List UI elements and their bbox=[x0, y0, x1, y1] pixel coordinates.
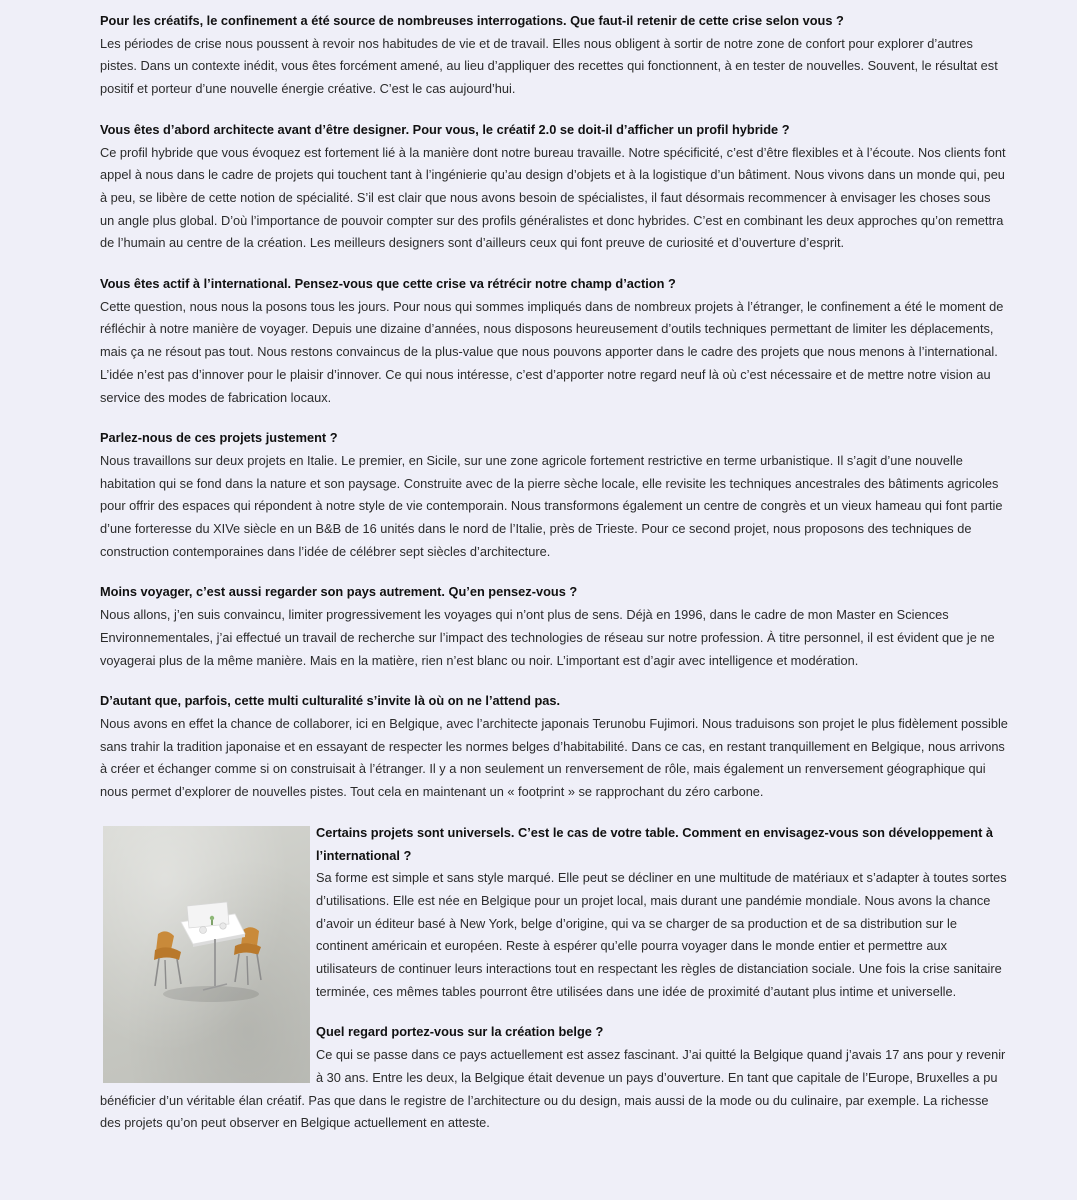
table-photo bbox=[103, 826, 310, 1083]
qa-section bbox=[100, 273, 1008, 409]
answer: Les périodes de crise nous poussent à revoir nos habitudes de vie et de travail. Elles nous obligent à sortir de notre zone de confort pour explorer d’autres pistes. Dans un contexte inédit, vous êtes forcément amené, au lieu d’appliquer des recettes qui fonctionnent, à en tester de nouvelles. Souvent, le résultat est positif et porteur d’une nouvelle énergie créative. C’est le cas aujourd’hui. bbox=[100, 35, 998, 97]
question: Certains projets sont universels. C’est le cas de votre table. Comment en envisagez-vous son développement à l’international ? bbox=[316, 824, 994, 863]
answer: Nous allons, j’en suis convaincu, limiter progressivement les voyages qui n’ont plus de sens. Déjà en 1996, dans le cadre de mon Master en Sciences Environnementales, j’ai effectué un travail de recherche sur l’impact des technologies de réseau sur notre profession. À titre personnel, il est évident que je ne voyagerai plus de la même manière. Mais en la matière, rien n’est blanc ou noir. L’important est d’agir avec intelligence et modération. bbox=[100, 607, 995, 668]
answer: Cette question, nous nous la posons tous les jours. Pour nous qui sommes impliqués dans de nombreux projets à l’étranger, le confinement a été le moment de réfléchir à notre manière de voyager. Depuis une dizaine d’années, nous disposons heureusement d’outils techniques permettant de limiter les déplacements, mais ça ne résout pas tout. Nous restons convaincus de la plus-value que nous pouvons apporter dans le cadre des projets que nous menons à l’international. L’idée n’est pas d’innover pour le plaisir d’innover. Ce qui nous intéresse, c’est d’apporter notre regard neuf là où c’est nécessaire et de mettre notre vision au service des modes de fabrication locaux. bbox=[100, 298, 1004, 405]
answer: Sa forme est simple et sans style marqué. Elle peut se décliner en une multitude de matériaux et s’adapter à toutes sortes d’utilisations. Elle est née en Belgique pour un projet local, mais durant une pandémie mondiale. Nous avons la chance d’avoir un éditeur basé à New York, belge d’origine, qui va se charger de sa production et de sa distribution sur le continent américain et européen. Reste à espérer qu’elle pourra voyager dans le monde entier et permettre aux utilisateurs de continuer leurs interactions tout en respectant les règles de distanciation sociale. Une fois la crise sanitaire terminée, ces mêmes tables pourront être utilisées dans une idée de proximité d’autant plus intime et universelle. bbox=[316, 870, 1007, 999]
question: Pour les créatifs, le confinement a été source de nombreuses interrogations. Que faut-il retenir de cette crise selon vous ? bbox=[100, 13, 844, 28]
question: Vous êtes actif à l’international. Pensez-vous que cette crise va rétrécir notre champ d’action ? bbox=[100, 276, 676, 292]
answer: Nous avons en effet la chance de collaborer, ici en Belgique, avec l’architecte japonais Terunobu Fujimori. Nous traduisons son projet le plus fidèlement possible sans trahir la tradition japonaise et en essayant de respecter les normes belges d’habitabilité. Dans ce cas, en restant tranquillement en Belgique, nous arrivons à créer et échanger comme si on construisait à l’étranger. Il y a non seulement un renversement de rôle, mais également un renversement géographique qui nous permet d’explorer de nouvelles pistes. Tout cela en maintenant un « footprint » se rapprochant du zéro carbone. bbox=[100, 715, 1008, 800]
table-and-chairs-illustration bbox=[103, 826, 310, 1083]
answer: Nous travaillons sur deux projets en Italie. Le premier, en Sicile, sur une zone agricole fortement restrictive en terme urbanistique. Il s’agit d’une nouvelle habitation qui se fond dans la nature et son paysage. Construite avec de la pierre sèche locale, elle revisite les techniques ancestrales des bâtiments agricoles pour offrir des espaces qui répondent à notre style de vie contemporain. Nous transformons également un centre de congrès et un vieux hameau qui font partie d’une forteresse du XIVe siècle en un B&B de 16 unités dans le nord de l’Italie, près de Trieste. Pour ce second projet, nous proposons des techniques de construction contemporaines dans l’idée de célébrer sept siècles d’architecture. bbox=[100, 452, 1003, 559]
answer: Ce qui se passe dans ce pays actuellement est assez fascinant. J’ai quitté la Belgique quand j’avais 17 ans pour y revenir à 30 ans. Entre les deux, la Belgique était devenue un pays d’ouverture. En tant que capitale de l’Europe, Bruxelles a pu bénéficier d’un véritable élan créatif. Pas que dans le registre de l’architecture ou du design, mais aussi de la mode ou du culinaire, par exemple. La richesse des projets qu’on peut observer en Belgique actuellement en atteste. bbox=[100, 1047, 1006, 1131]
qa-section-with-figure bbox=[100, 822, 1008, 1135]
question: Parlez-nous de ces projets justement ? bbox=[100, 430, 338, 446]
question: Quel regard portez-vous sur la création belge ? bbox=[316, 1024, 604, 1040]
article bbox=[100, 10, 1008, 1153]
qa-section bbox=[100, 690, 1008, 804]
question: D’autant que, parfois, cette multi culturalité s’invite là où on ne l’attend pas. bbox=[100, 693, 561, 709]
left-chair bbox=[154, 931, 181, 989]
answer: Ce profil hybride que vous évoquez est fortement lié à la manière dont notre bureau travaille. Notre spécificité, c’est d’être flexibles et à l’écoute. Nos clients font appel à nous dans le cadre de projets qui touchent tant à l’ingénierie qu’au design d’objets et à la logistique d’un bâtiment. Nous vivons dans un monde qui, peu à peu, se libère de cette notion de spécialité. S’il est clair que nous avons besoin de spécialistes, il faut désormais recommencer à envisager les choses sous un angle plus global. D’où l’importance de pouvoir compter sur des profils généralistes et donc hybrides. C’est en combinant les deux approches qu’on remettra de l’humain au centre de la création. Les meilleurs designers sont d’ailleurs ceux qui font preuve de curiosité et d’ouverture d’esprit. bbox=[100, 144, 1006, 251]
qa-section bbox=[100, 581, 1008, 672]
qa-section bbox=[100, 10, 1008, 101]
question: Moins voyager, c’est aussi regarder son pays autrement. Qu’en pensez-vous ? bbox=[100, 584, 578, 600]
qa-section bbox=[100, 119, 1008, 255]
question: Vous êtes d’abord architecte avant d’être designer. Pour vous, le créatif 2.0 se doit-il d’afficher un profil hybride ? bbox=[100, 121, 790, 137]
qa-section bbox=[100, 427, 1008, 563]
